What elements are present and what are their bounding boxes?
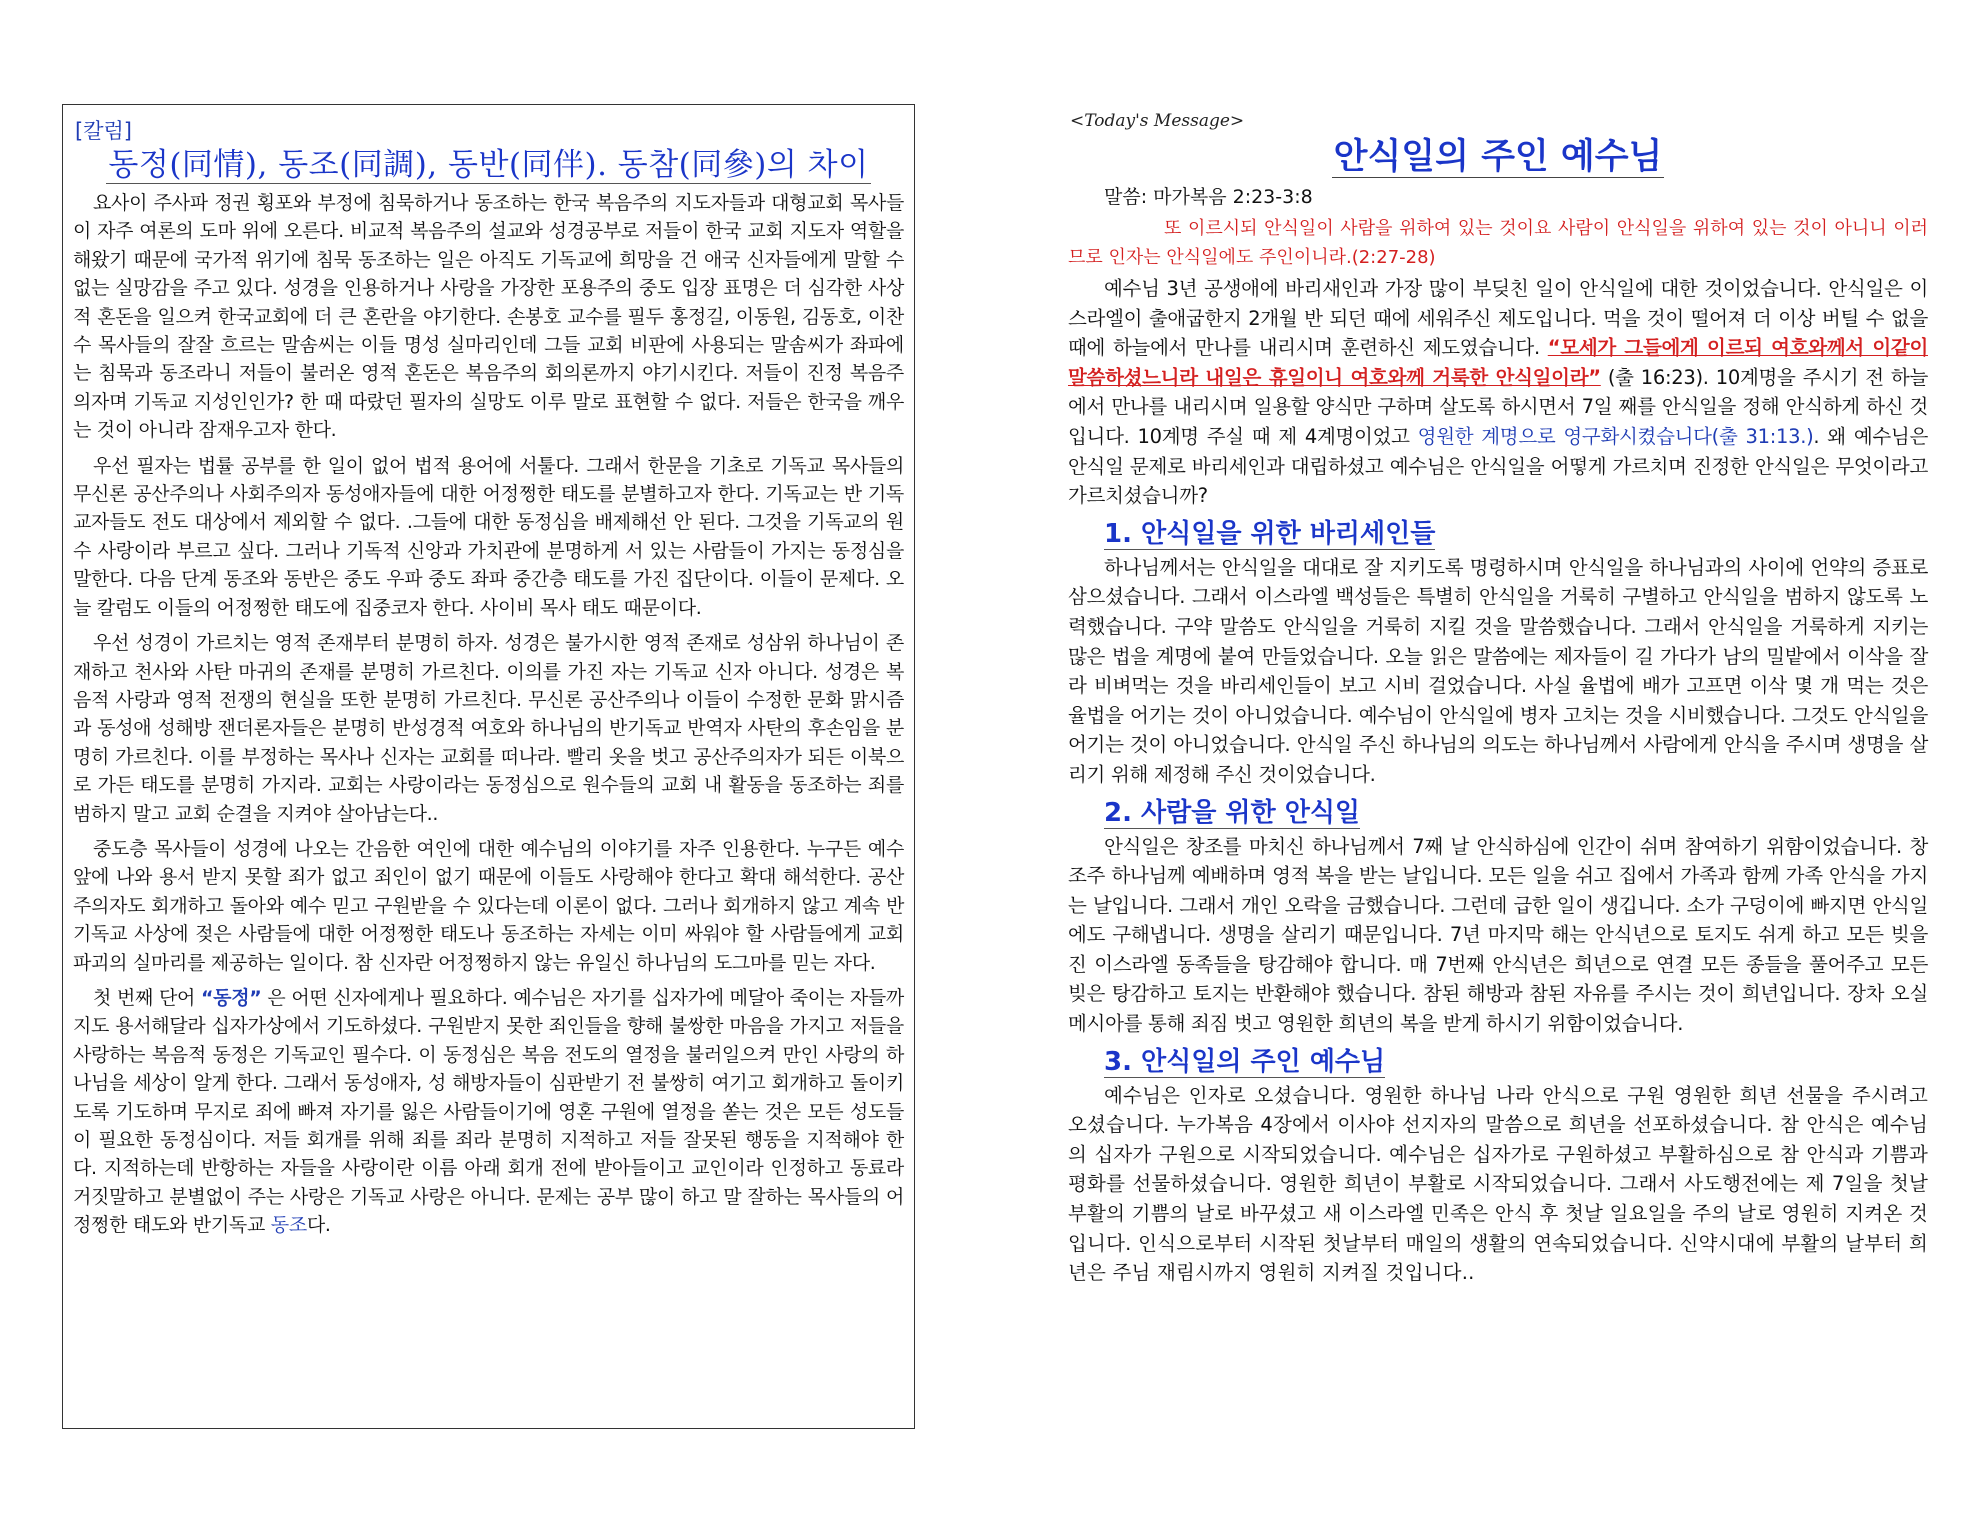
- intro-paragraph: 예수님 3년 공생애에 바리새인과 가장 많이 부딪친 일이 안식일에 대한 것이었습니다. 안식일은 이스라엘이 출애굽한지 2개월 반 되던 때에 세워주신 제도입니다. 먹을 것이 떨어져 더 이상 버틸 수 없을 때에 하늘에서 만나를 내리시며 훈련하신 제도였습니다. “모세가 그들에게 이르되 여호와께서 이같이 말씀하셨느니라 내일은 휴일이니 여호와께 거룩한 안식일이라” (출 16:23). 10계명을 주시기 전 하늘에서 만나를 내리시며 일용할 양식만 구하며 살도록 하시면서 7일 째를 안식일을 정해 안식하게 하신 것입니다. 10계명 주실 때 제 4계명이었고 영원한 계명으로 영구화시켰습니다(출 31:13.). 왜 예수님은 안식일 문제로 바리세인과 대립하셨고 예수님은 안식일을 어떻게 가르치며 진정한 안식일은 무엇이라고 가르치셨습니까?: [1068, 277, 1928, 508]
- column-paragraph-5: 첫 번째 단어 “동정” 은 어떤 신자에게나 필요하다. 예수님은 자기를 십자가에 메달아 죽이는 자들까지도 용서해달라 십자가상에서 기도하셨다. 구원받지 못한 죄인들을 향해 불쌍한 마음을 가지고 저들을 사랑하는 복음적 동정은 기독교인 필수다. 이 동정심은 복음 전도의 열정을 불러일으켜 만인 사랑의 하나님을 세상이 알게 한다. 그래서 동성애자, 성 해방자들이 심판받기 전 불쌍히 여기고 회개하고 돌이키도록 기도하며 무지로 죄에 빠져 자기를 잃은 사람들이기에 영혼 구원에 열정을 쏟는 것은 모든 성도들이 필요한 동정심이다. 저들 회개를 위해 죄를 죄라 분명히 지적하고 저들 잘못된 행동을 지적해야 한다. 지적하는데 반항하는 자들을 사랑이란 이름 아래 회개 전에 받아들이고 교인이라 인정하고 동료라 거짓말하고 분별없이 주는 사랑은 기독교 사랑은 아니다. 문제는 공부 많이 하고 말 잘하는 목사들의 어정쩡한 태도와 반기독교 동조다.: [73, 986, 904, 1237]
- key-verse: 또 이르시되 안식일이 사람을 위하여 있는 것이요 사람이 안식일을 위하여 있는 것이 아니니 이러므로 인자는 안식일에도 주인이니라.(2:27-28): [1068, 218, 1928, 268]
- todays-message-label: <Today's Message>: [1070, 111, 1245, 131]
- column-paragraph-4: 중도층 목사들이 성경에 나오는 간음한 여인에 대한 예수님의 이야기를 자주 인용한다. 누구든 예수 앞에 나와 용서 받지 못할 죄가 없고 죄인이 없기 때문에 이들도 사랑해야 한다고 확대 해석한다. 공산주의자도 회개하고 돌아와 예수 믿고 구원받을 수 있다는데 이론이 없다. 그러나 회개하지 않고 계속 반기독교 사상에 젖은 사람들에 대한 어정쩡한 태도나 동조하는 자세는 이미 싸워야 할 사람들에게 교회 파괴의 실마리를 제공하는 일이다. 참 신자란 어정쩡하지 않는 유일신 하나님의 도그마를 믿는 자다.: [73, 837, 904, 974]
- sermon-column: [1068, 108, 1928, 1292]
- column-box: [62, 104, 915, 1429]
- section-body-1: 하나님께서는 안식일을 대대로 잘 지키도록 명령하시며 안식일을 하나님과의 사이에 언약의 증표로 삼으셨습니다. 그래서 이스라엘 백성들은 특별히 안식일을 거룩히 구별하고 안식일을 범하지 않도록 노력했습니다. 구약 말씀도 안식일을 거룩히 지킬 것을 말씀했습니다. 그래서 안식일을 거룩하게 지키는 많은 법을 계명에 붙여 만들었습니다. 오늘 읽은 말씀에는 제자들이 길 가다가 남의 밀밭에서 이삭을 잘라 비벼먹는 것을 바리세인들이 보고 시비 걸었습니다. 사실 율법에 배가 고프면 이삭 몇 개 먹는 것은 율법을 어기는 것이 아니었습니다. 예수님이 안식일에 병자 고치는 것을 시비했습니다. 그것도 안식일을 어기는 것이 아니었습니다. 안식일 주신 하나님의 의도는 하나님께서 사람에게 안식을 주시며 생명을 살리기 위해 제정해 주신 것이었습니다.: [1068, 555, 1928, 786]
- section-heading-3: 3. 안식일의 주인 예수님: [1104, 1046, 1386, 1077]
- column-paragraph-1: 요사이 주사파 정권 횡포와 부정에 침묵하거나 동조하는 한국 복음주의 지도자들과 대형교회 목사들이 자주 여론의 도마 위에 오른다. 비교적 복음주의 설교와 성경공부로 저들이 한국 교회 지도자 역할을 해왔기 때문에 국가적 위기에 침묵 동조하는 일은 아직도 기독교에 희망을 건 애국 신자들에게 말할 수 없는 실망감을 주고 있다. 성경을 인용하거나 사랑을 가장한 포용주의 중도 입장 표명은 더 심각한 사상적 혼돈을 일으켜 한국교회에 더 큰 혼란을 야기한다. 손봉호 교수를 필두 홍정길, 이동원, 김동호, 이찬수 목사들의 잘잘 흐르는 말솜씨는 이들 명성 실마리인데 그들 교회 비판에 사용되는 말솜씨가 좌파에는 침묵과 동조라니 저들이 불러온 영적 혼돈은 복음주의 회의론까지 야기시킨다. 저들이 진정 복음주의자며 기독교 지성인인가? 한 때 따랐던 필자의 실망도 이루 말로 표현할 수 없다. 저들은 한국을 깨우는 것이 아니라 잠재우고자 한다.: [73, 192, 904, 442]
- keyword-sympathy: “동정”: [200, 986, 262, 1009]
- section-body-3: 예수님은 인자로 오셨습니다. 영원한 하나님 나라 안식으로 구원 영원한 희년 선물을 주시려고 오셨습니다. 누가복음 4장에서 이사야 선지자의 말씀으로 희년을 선포하셨습니다. 참 안식은 예수님의 십자가 구원으로 시작되었습니다. 예수님은 십자가로 구원하셨고 부활하심으로 참 안식과 기쁨과 평화를 선물하셨습니다. 영원한 희년이 부활로 시작되었습니다. 그래서 사도행전에는 제 7일을 첫날 부활의 기쁨의 날로 바꾸셨고 새 이스라엘 민족은 안식 후 첫날 일요일을 주의 날로 영원히 지켜온 것입니다. 인식으로부터 시작된 첫날부터 매일의 생활의 연속되었습니다. 신약시대에 부활의 날부터 희년은 주님 재림시까지 영원히 지켜질 것입니다..: [1068, 1083, 1928, 1285]
- column-paragraph-2: 우선 필자는 법률 공부를 한 일이 없어 법적 용어에 서툴다. 그래서 한문을 기초로 기독교 목사들의 무신론 공산주의나 사회주의자 동성애자들에 대한 어정쩡한 태도를 분별하고자 한다. 기독교는 반 기독교자들도 전도 대상에서 제외할 수 없다. .그들에 대한 동정심을 배제해선 안 된다. 그것을 기독교의 원수 사랑이라 부르고 싶다. 그러나 기독적 신앙과 가치관에 분명하게 서 있는 사람들이 가지는 동정심을 말한다. 다음 단계 동조와 동반은 중도 우파 중도 좌파 중간층 태도를 가진 집단이다. 이들이 문제다. 오늘 칼럼도 이들의 어정쩡한 태도에 집중코자 한다. 사이비 목사 태도 때문이다.: [73, 454, 904, 619]
- highlighted-quote: “모세가 그들에게 이르되 여호와께서 이같이 말씀하셨느니라 내일은 휴일이니 여호와께 거룩한 안식일이라”: [1068, 336, 1928, 389]
- section-body-2: 안식일은 창조를 마치신 하나님께서 7째 날 안식하심에 인간이 쉬며 참여하기 위함이었습니다. 창조주 하나님께 예배하며 영적 복을 받는 날입니다. 모든 일을 쉬고 집에서 가족과 함께 가족 안식을 가지는 날입니다. 그래서 개인 오락을 금했습니다. 그런데 급한 일이 생깁니다. 소가 구덩이에 빠지면 안식일에도 구해냅니다. 생명을 살리기 때문입니다. 7년 마지막 해는 안식년으로 토지도 쉬게 하고 모든 빚을 진 이스라엘 동족들을 탕감해야 합니다. 매 7번째 안식년은 희년으로 연결 모든 종들을 풀어주고 모든 빚은 탕감하고 토지는 반환해야 했습니다. 참된 해방과 참된 자유를 주시는 것이 희년입니다. 장차 오실 메시아를 통해 죄짐 벗고 영원한 희년의 복을 받게 하시기 위함이었습니다.: [1068, 834, 1928, 1036]
- column-title: 동정(同情), 동조(同調), 동반(同伴). 동참(同參)의 차이: [108, 147, 869, 183]
- column-paragraph-3: 우선 성경이 가르치는 영적 존재부터 분명히 하자. 성경은 불가시한 영적 존재로 성삼위 하나님이 존재하고 천사와 사탄 마귀의 존재를 분명히 가르친다. 이의를 가진 자는 기독교 신자 아니다. 성경은 복음적 사랑과 영적 전쟁의 현실을 또한 분명히 가르친다. 무신론 공산주의나 이들이 수정한 문화 맑시즘과 동성애 성해방 잰더론자들은 분명히 반성경적 여호와 하나님의 반기독교 반역자 사탄의 후손임을 분명히 가르친다. 이를 부정하는 목사나 신자는 교회를 떠나라. 빨리 옷을 벗고 공산주의자가 되든 이북으로 가든 태도를 분명히 가지라. 교회는 사랑이라는 동정심으로 원수들의 교회 내 활동을 동조하는 죄를 범하지 말고 교회 순결을 지켜야 살아남는다..: [73, 632, 904, 825]
- section-heading-2: 2. 사람을 위한 안식일: [1104, 797, 1361, 828]
- sermon-title: 안식일의 주인 예수님: [1333, 136, 1663, 177]
- column-tag: [칼럼]: [75, 119, 132, 143]
- keyword-conformity: 동조: [270, 1214, 307, 1237]
- scripture-link: 영원한 계명으로 영구화시켰습니다(출 31:13.): [1417, 424, 1814, 448]
- section-heading-1: 1. 안식일을 위한 바리세인들: [1104, 518, 1436, 549]
- scripture-reference: 말씀: 마가복음 2:23-3:8: [1104, 186, 1313, 208]
